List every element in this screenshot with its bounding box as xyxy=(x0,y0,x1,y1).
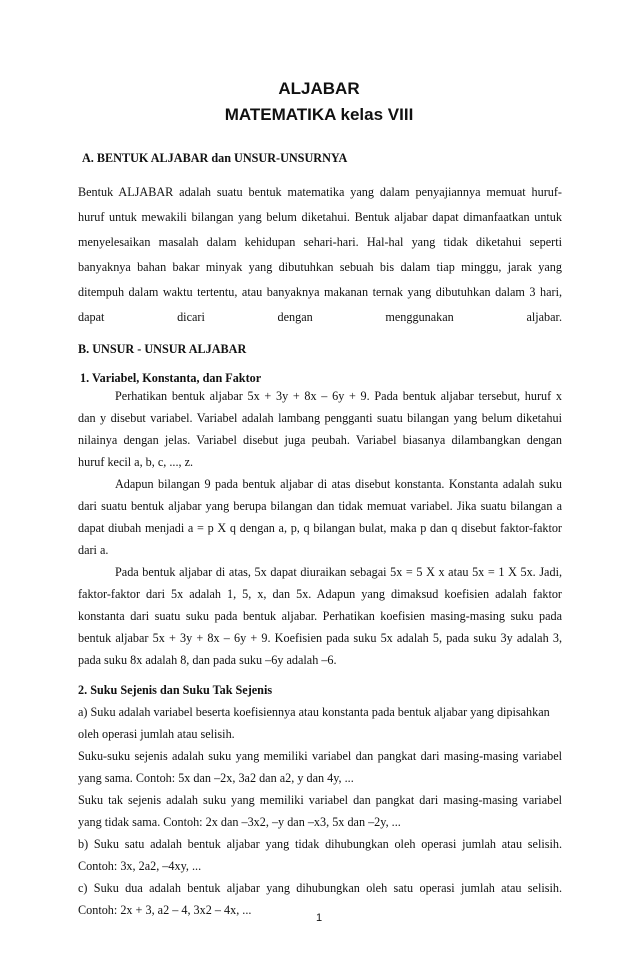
page-subtitle: MATEMATIKA kelas VIII xyxy=(224,105,414,124)
paragraph-line: b) Suku satu adalah bentuk aljabar yang tidak dihubungkan oleh operasi jumlah atau selisih. xyxy=(78,837,562,851)
paragraph-line: Contoh: 2x + 3, a2 – 4, 3x2 – 4x, ... xyxy=(78,903,252,917)
paragraph-line: banyaknya bahan bakar minyak yang dibutuhkan sebuah bis dalam tiap minggu, jarak yang xyxy=(78,260,562,274)
paragraph-line: yang sama. Contoh: 5x dan –2x, 3a2 dan a2, y dan 4y, ... xyxy=(78,771,354,785)
section-b-heading: B. UNSUR - UNSUR ALJABAR xyxy=(78,342,247,356)
paragraph-line: faktor-faktor dari 5x adalah 1, 5, x, dan 5x. Adapun yang dimaksud koefisien adalah faktor xyxy=(78,587,562,601)
paragraph-line: yang tidak sama. Contoh: 2x dan –3x2, –y dan –x3, 5x dan –2y, ... xyxy=(78,815,401,829)
page-number: 1 xyxy=(315,912,323,924)
paragraph-line: dari suatu bentuk aljabar yang berupa bilangan dan tidak memuat variabel. Jika suatu bilangan a xyxy=(78,499,562,513)
paragraph-line: nilainya dengan jelas. Variabel disebut juga peubah. Variabel biasanya dilambangkan dengan xyxy=(78,433,562,447)
paragraph-line: dapat diubah menjadi a = p X q dengan a, p, q bilangan bulat, maka p dan q disebut faktor-faktor xyxy=(78,521,562,535)
subsection-2-heading: 2. Suku Sejenis dan Suku Tak Sejenis xyxy=(78,683,273,697)
paragraph-line: menyelesaikan masalah dalam kehidupan sehari-hari. Hal-hal yang tidak diketahui seperti xyxy=(78,235,562,249)
paragraph-line: dari a. xyxy=(78,543,109,557)
paragraph-line: huruf kecil a, b, c, ..., z. xyxy=(78,455,194,469)
paragraph-line: Suku-suku sejenis adalah suku yang memiliki variabel dan pangkat dari masing-masing variabel xyxy=(78,749,562,763)
paragraph-line: c) Suku dua adalah bentuk aljabar yang dihubungkan oleh satu operasi jumlah atau selisih. xyxy=(78,881,562,895)
page-title: ALJABAR xyxy=(278,79,360,98)
paragraph-line: Perhatikan bentuk aljabar 5x + 3y + 8x – 6y + 9. Pada bentuk aljabar tersebut, huruf x xyxy=(115,389,562,403)
paragraph-line: Pada bentuk aljabar di atas, 5x dapat diuraikan sebagai 5x = 5 X x atau 5x = 1 X 5x. Jadi, xyxy=(115,565,562,579)
paragraph-line: dapat dicari dengan menggunakan aljabar. xyxy=(78,310,562,324)
paragraph-line: bentuk aljabar 5x + 3y + 8x – 6y + 9. Koefisien pada suku 5x adalah 5, pada suku 3y adalah 3, xyxy=(78,631,562,645)
paragraph-line: huruf untuk mewakili bilangan yang belum diketahui. Bentuk aljabar dapat dimanfaatkan untuk xyxy=(78,210,562,224)
paragraph-line: Suku tak sejenis adalah suku yang memiliki variabel dan pangkat dari masing-masing variabel xyxy=(78,793,562,807)
paragraph-line: ditempuh dalam waktu tertentu, atau banyaknya makanan ternak yang dibutuhkan dalam 3 hari, xyxy=(78,285,562,299)
paragraph-line: Contoh: 3x, 2a2, –4xy, ... xyxy=(78,859,202,873)
section-a-heading: A. BENTUK ALJABAR dan UNSUR-UNSURNYA xyxy=(82,151,348,165)
paragraph-line: dan y disebut variabel. Variabel adalah lambang pengganti suatu bilangan yang belum diketahui xyxy=(78,411,562,425)
paragraph-line: Adapun bilangan 9 pada bentuk aljabar di atas disebut konstanta. Konstanta adalah suku xyxy=(115,477,562,491)
paragraph-line: konstanta dari suatu suku pada bentuk aljabar. Perhatikan koefisien masing-masing suku pada xyxy=(78,609,562,623)
paragraph-line: a) Suku adalah variabel beserta koefisiennya atau konstanta pada bentuk aljabar yang dipisahkan xyxy=(78,705,550,719)
paragraph-line: oleh operasi jumlah atau selisih. xyxy=(78,727,235,741)
paragraph-line: pada suku 8x adalah 8, dan pada suku –6y adalah –6. xyxy=(78,653,337,667)
paragraph-line: Bentuk ALJABAR adalah suatu bentuk matematika yang dalam penyajiannya memuat huruf- xyxy=(78,185,562,199)
subsection-1-heading: 1. Variabel, Konstanta, dan Faktor xyxy=(80,371,262,385)
